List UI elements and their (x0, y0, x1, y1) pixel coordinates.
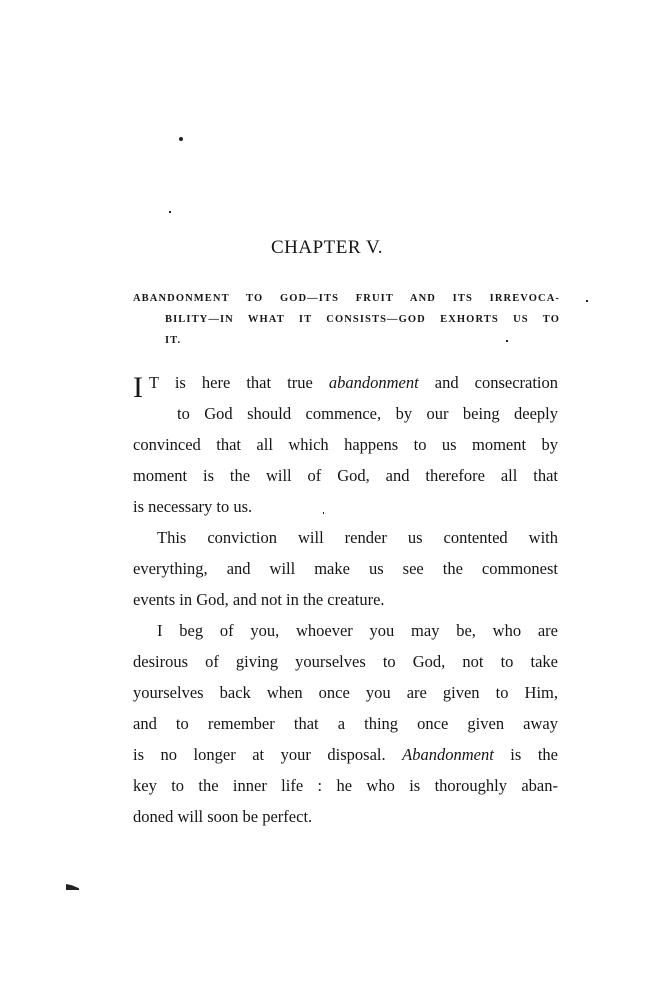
text-line: T is here that true abandonment and consecration (149, 373, 559, 392)
text-line: convinced that all which happens to us moment by (133, 435, 558, 454)
italic-term: abandonment (328, 373, 419, 392)
paragraph (133, 522, 558, 615)
italic-term: Abandonment (402, 745, 494, 764)
paragraph (133, 367, 558, 522)
text-line: events in God, and not in the creature. (133, 590, 385, 609)
text-line: I beg of you, whoever you may be, who are (157, 621, 558, 640)
text-line: moment is the will of God, and therefore all that (133, 466, 558, 485)
drop-cap: I (133, 371, 143, 404)
text-line: yourselves back when once you are given to Him, (133, 683, 558, 702)
paragraph (133, 615, 558, 832)
scan-speck (66, 884, 79, 890)
text-line: key to the inner life : he who is thoroughly aban- (133, 776, 558, 795)
text-line: everything, and will make us see the commonest (133, 559, 558, 578)
text-line: doned will soon be perfect. (133, 807, 313, 826)
chapter-title: CHAPTER V. (271, 237, 383, 258)
text-line: is necessary to us. (133, 497, 253, 516)
chapter-summary (133, 288, 560, 351)
scan-speck (179, 137, 183, 141)
text-line: and to remember that a thing once given away (133, 714, 558, 733)
summary-line: ABANDONMENT TO GOD—ITS FRUIT AND ITS IRREVOCA- (133, 293, 560, 304)
body-text (133, 367, 558, 832)
scan-speck (586, 300, 588, 302)
summary-line: BILITY—IN WHAT IT CONSISTS—GOD EXHORTS US TO (165, 314, 560, 325)
scan-speck (169, 211, 171, 213)
text-line: to God should commence, by our being deeply (177, 404, 558, 423)
text-line: desirous of giving yourselves to God, not to take (133, 652, 558, 671)
summary-line: IT. (165, 335, 182, 346)
text-line: is no longer at your disposal. Abandonment is the (133, 745, 558, 764)
text-line: This conviction will render us contented with (157, 528, 558, 547)
